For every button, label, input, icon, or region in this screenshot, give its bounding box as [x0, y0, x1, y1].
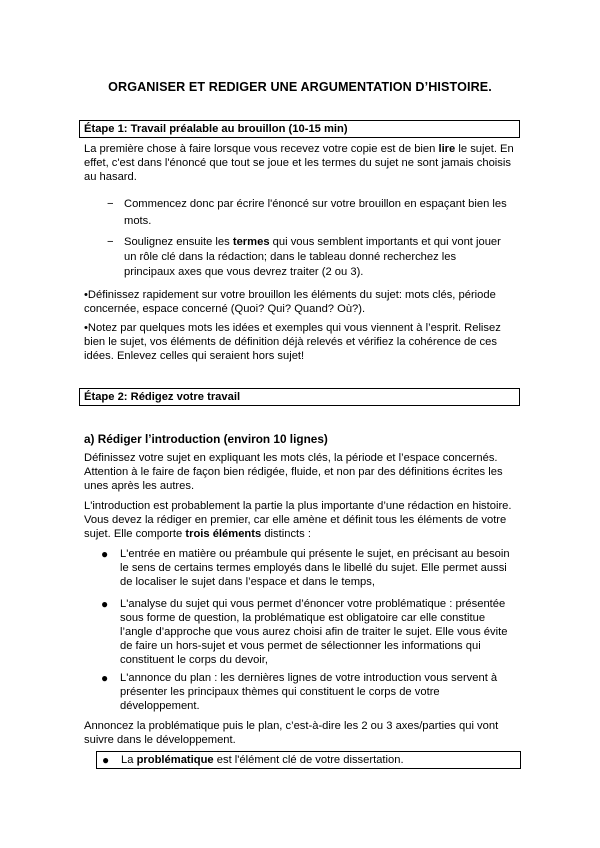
page-title: ORGANISER ET REDIGER UNE ARGUMENTATION D’HISTOIRE.	[108, 80, 492, 94]
introduction-subheading: a) Rédiger l’introduction (environ 10 lignes)	[84, 432, 328, 446]
problematique-boxed-bullet: ● La problématique est l'élément clé de votre dissertation.	[96, 751, 521, 769]
dash-marker: −	[107, 236, 114, 248]
bullet-marker: ●	[102, 753, 110, 767]
bullet-marker: ●	[101, 597, 109, 611]
step2-para-introduction: L'introduction est probablement la partie la plus importante d’une rédaction en histoire. Vous devez la rédiger en premier, car elle amène et définit tous les éléments de votre sujet. Elle comporte trois éléments distincts :	[84, 500, 512, 540]
dash-marker: −	[107, 198, 114, 210]
step2-heading: Étape 2: Rédigez votre travail	[79, 388, 520, 406]
step1-point-notes: •Notez par quelques mots les idées et exemples qui vous viennent à l’esprit. Relisez bien le sujet, vos éléments de définition déjà relevés et vérifiez la cohérence de ces idées. Enlevez celles qui seraient hors sujet!	[84, 322, 501, 362]
step1-intro: La première chose à faire lorsque vous recevez votre copie est de bien lire le sujet. En effet, c'est dans l'énoncé que tout se joue et les termes du sujet ne sont jamais choisis au hasard.	[84, 143, 514, 183]
bullet-marker: ●	[101, 547, 109, 561]
step1-heading: Étape 1: Travail préalable au brouillon (10-15 min)	[79, 120, 520, 138]
step2-para-define: Définissez votre sujet en expliquant les mots clés, la période et l’espace concernés. Attention à le faire de façon bien rédigée, fluide, et non par des définitions écrites les unes après les autres.	[84, 452, 503, 492]
bullet-marker: ●	[101, 671, 109, 685]
step2-para-annonce: Annoncez la problématique puis le plan, c’est-à-dire les 2 ou 3 axes/parties qui vont suivre dans le développement.	[84, 720, 499, 746]
step1-point-define: •Définissez rapidement sur votre brouillon les éléments du sujet: mots clés, période concernée, espace concerné (Quoi? Qui? Quand? Où?).	[84, 289, 496, 315]
